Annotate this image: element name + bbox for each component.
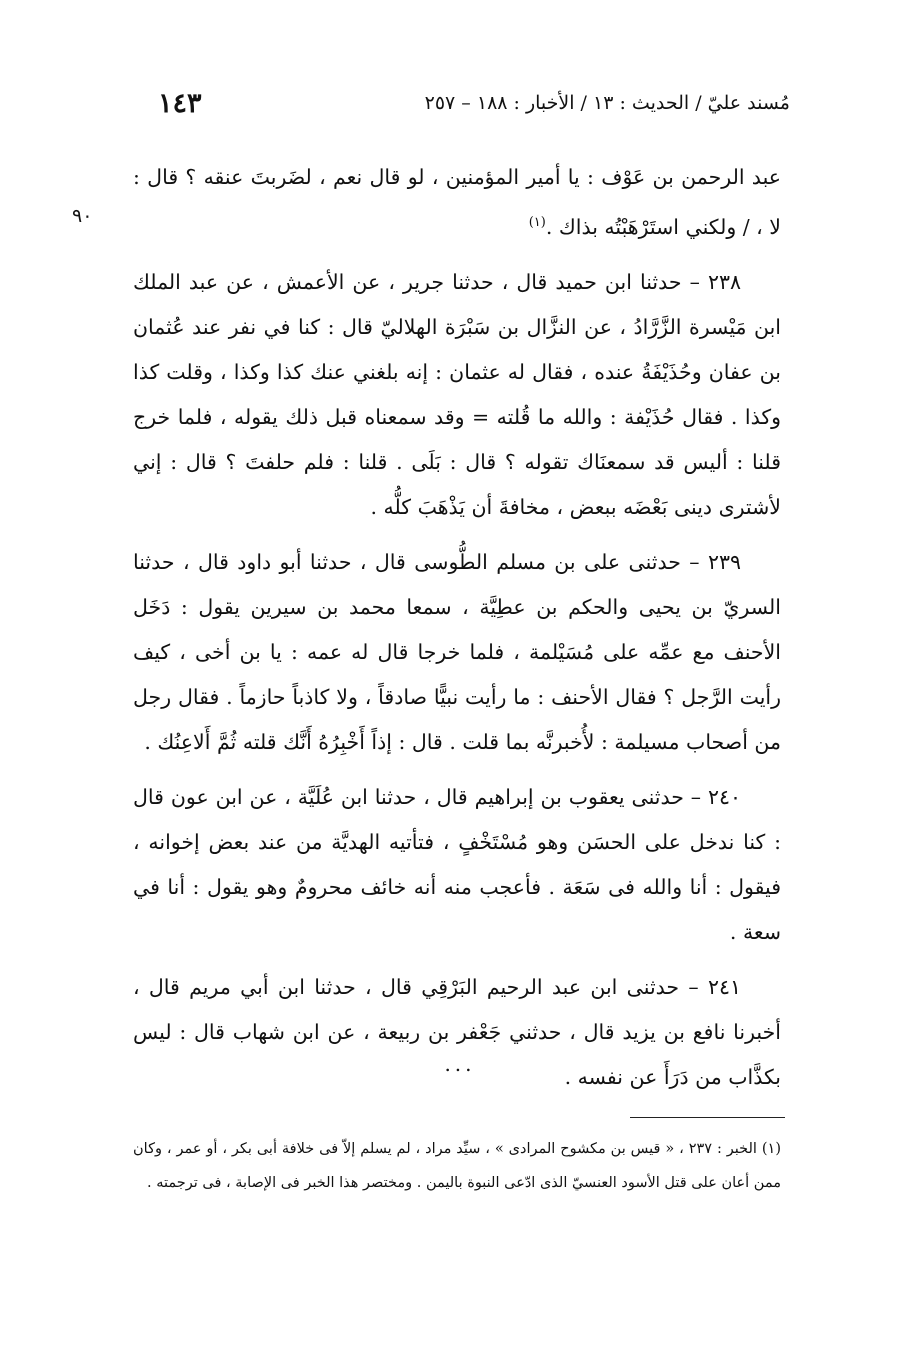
paragraph-hadith-238: ٢٣٨ – حدثنا ابن حميد قال ، حدثنا جرير ، عن الأعمش ، عن عبد الملك ابن مَيْسرة الزَّرَّادُ ، عن النزَّال بن سَبْرَة الهلاليّ قال : كنا في نفر عند عُثمان بن عفان وحُذَيْفَةُ عنده ، فقال له عثمان : إنه بلغني عنك كذا وكذا ، وقلت كذا وكذا . فقال حُذَيْفة : والله ما قُلته = وقد سمعناه قبل ذلك يقوله ، فلما خرج قلنا : أليس قد سمعنَاك تقوله ؟ قال : بَلَى . قلنا : فلم حلفتَ ؟ قال : إني لأشترى دينى بَعْضَه ببعض ، مخافةَ أن يَذْهَبَ كلُّه .	[133, 269, 781, 519]
paragraph-hadith-239: ٢٣٩ – حدثنى على بن مسلم الطُّوسى قال ، حدثنا أبو داود قال ، حدثنا السريّ بن يحيى والحكم بن عطِيَّة ، سمعا محمد بن سيرين يقول : دَخَل الأحنف مع عمِّه على مُسَيْلمة ، فلما خرجا قال له عمه : يا بن أخى ، كيف رأيت الرَّجل ؟ فقال الأحنف : ما رأيت نبيًّا صادقاً ، ولا كاذباً حازماً . فقال رجل من أصحاب مسيلمة : لأُخبرنَّه بما قلت . قال : إذاً أَخْبِرُهُ أَنَّك قلته ثُمَّ أَلاعِنُك .	[133, 549, 781, 754]
footnote: (١) الخبر : ٢٣٧ ، « قيس بن مكشوح المرادى » ، سيِّد مراد ، لم يسلم إلاّ فى خلافة أبى بكر ، أو عمر ، وكان ممن أعان على قتل الأسود العنسيّ الذى ادّعى النبوة باليمن . ومختصر هذا الخبر فى الإصابة ، فى ترجمته .	[133, 1141, 781, 1191]
paragraph-hadith-241: ٢٤١ – حدثنى ابن عبد الرحيم البَرْقِي قال ، حدثنا ابن أبي مريم قال ، أخبرنا نافع بن يزيد قال ، حدثني جَعْفر بن ربيعة ، عن ابن شهاب قال : ليس بكذَّاب من دَرَأَ عن نفسه .	[133, 974, 781, 1089]
main-text	[133, 155, 781, 1110]
paragraph-text: عبد الرحمن بن عَوْف : يا أمير المؤمنين ، لو قال نعم ، لضَربتَ عنقه ؟ قال : لا ، / ولكني استَرْهَبْتُه بذاك .	[133, 165, 781, 239]
page-header	[150, 88, 790, 128]
page-number: ١٤٣	[158, 88, 202, 119]
paragraph-hadith-240: ٢٤٠ – حدثنى يعقوب بن إبراهيم قال ، حدثنا ابن عُلَيَّة ، عن ابن عون قال : كنا ندخل على الحسَن وهو مُسْتَخْفٍ ، فتأتيه الهديَّة من عند بعض إخوانه ، فيقول : أنا والله فى سَعَة . فأعجب منه أنه خائف محرومٌ وهو يقول : أنا في سعة .	[133, 784, 781, 944]
footnote-rule	[630, 1117, 785, 1118]
margin-page-marker: ٩٠	[72, 205, 93, 227]
section-separator: ...	[444, 1052, 476, 1076]
paragraph-continuation	[133, 155, 781, 250]
running-head: مُسند عليّ / الحديث : ١٣ / الأخبار : ١٨٨ – ٢٥٧	[424, 92, 790, 114]
footnote-reference: (١)	[528, 215, 546, 230]
